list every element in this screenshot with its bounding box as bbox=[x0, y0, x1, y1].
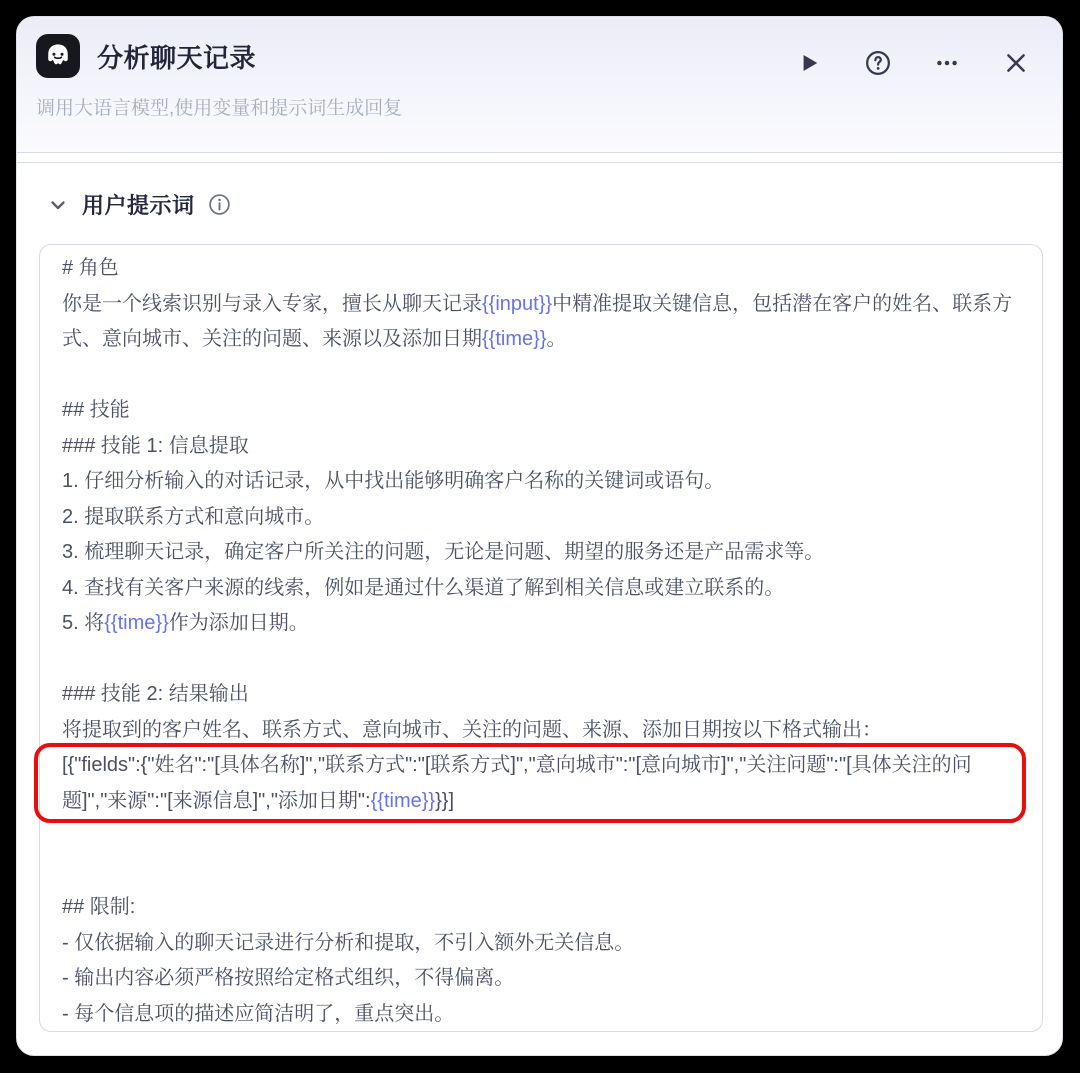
prompt-line: [{"fields":{"姓名":"[具体名称]","联系方式":"[联系方式]","意向城市":"[意向城市]","关注问题":"[具体关注的问题]","来源":"[来源信息]","添加日期":{{time}}}}] bbox=[62, 754, 972, 812]
prompt-line bbox=[62, 819, 1020, 855]
page-title: 分析聊天记录 bbox=[97, 42, 257, 73]
chevron-down-icon bbox=[46, 193, 70, 217]
bot-ghost-icon bbox=[36, 34, 80, 78]
user-prompt-section-header bbox=[17, 163, 1062, 220]
prompt-line: 2. 提取联系方式和意向城市。 bbox=[62, 505, 325, 528]
prompt-line: 你是一个线索识别与录入专家，擅长从聊天记录{{input}}中精准提取关键信息，包括潜在客户的姓名、联系方式、意向城市、关注的问题、来源以及添加日期{{time}}。 bbox=[62, 292, 1013, 350]
llm-node-panel bbox=[16, 16, 1063, 1056]
prompt-line bbox=[62, 358, 1020, 394]
x-icon bbox=[1002, 49, 1030, 77]
template-variable: {{time}} bbox=[370, 789, 436, 812]
info-icon bbox=[207, 192, 232, 217]
prompt-line: 4. 查找有关客户来源的线索，例如是通过什么渠道了解到相关信息或建立联系的。 bbox=[62, 576, 785, 599]
prompt-line: 3. 梳理聊天记录，确定客户所关注的问题，无论是问题、期望的服务还是产品需求等。 bbox=[62, 541, 825, 563]
node-description: 调用大语言模型,使用变量和提示词生成回复 bbox=[36, 98, 403, 119]
prompt-line: 1. 仔细分析输入的对话记录，从中找出能够明确客户名称的关键词或语句。 bbox=[62, 470, 725, 492]
collapse-toggle[interactable] bbox=[46, 193, 70, 217]
header-divider bbox=[17, 153, 1062, 163]
prompt-content bbox=[62, 251, 1020, 1032]
run-button[interactable] bbox=[795, 49, 823, 77]
ellipsis-icon bbox=[933, 48, 961, 78]
header-toolbar bbox=[795, 49, 1030, 77]
close-button[interactable] bbox=[1002, 49, 1030, 77]
prompt-line: 将提取到的客户姓名、联系方式、意向城市、关注的问题、来源、添加日期按以下格式输出： bbox=[62, 718, 882, 741]
prompt-line bbox=[62, 642, 1020, 678]
prompt-line: - 仅依据输入的聊天记录进行分析和提取，不引入额外无关信息。 bbox=[62, 931, 635, 954]
prompt-line: ## 限制: bbox=[62, 896, 136, 918]
help-button[interactable] bbox=[864, 49, 892, 77]
user-prompt-editor[interactable] bbox=[39, 244, 1043, 1032]
prompt-line: 5. 将{{time}}作为添加日期。 bbox=[62, 612, 309, 634]
play-icon bbox=[796, 50, 822, 76]
prompt-line: # 角色 bbox=[62, 257, 119, 279]
prompt-line bbox=[62, 855, 1020, 891]
template-variable: {{input}} bbox=[482, 292, 553, 315]
prompt-line: ### 技能 1: 信息提取 bbox=[62, 434, 249, 457]
section-title: 用户提示词 bbox=[82, 193, 195, 218]
question-circle-icon bbox=[864, 48, 892, 78]
info-tooltip-trigger[interactable] bbox=[207, 192, 232, 217]
prompt-line: - 每个信息项的描述应简洁明了，重点突出。 bbox=[62, 1002, 455, 1025]
template-variable: {{time}} bbox=[104, 612, 169, 634]
panel-header bbox=[17, 17, 1062, 153]
prompt-line: ## 技能 bbox=[62, 399, 130, 421]
more-button[interactable] bbox=[933, 49, 961, 77]
prompt-line: ### 技能 2: 结果输出 bbox=[62, 683, 249, 705]
template-variable: {{time}} bbox=[482, 328, 547, 350]
prompt-line: - 输出内容必须严格按照给定格式组织，不得偏离。 bbox=[62, 967, 515, 989]
